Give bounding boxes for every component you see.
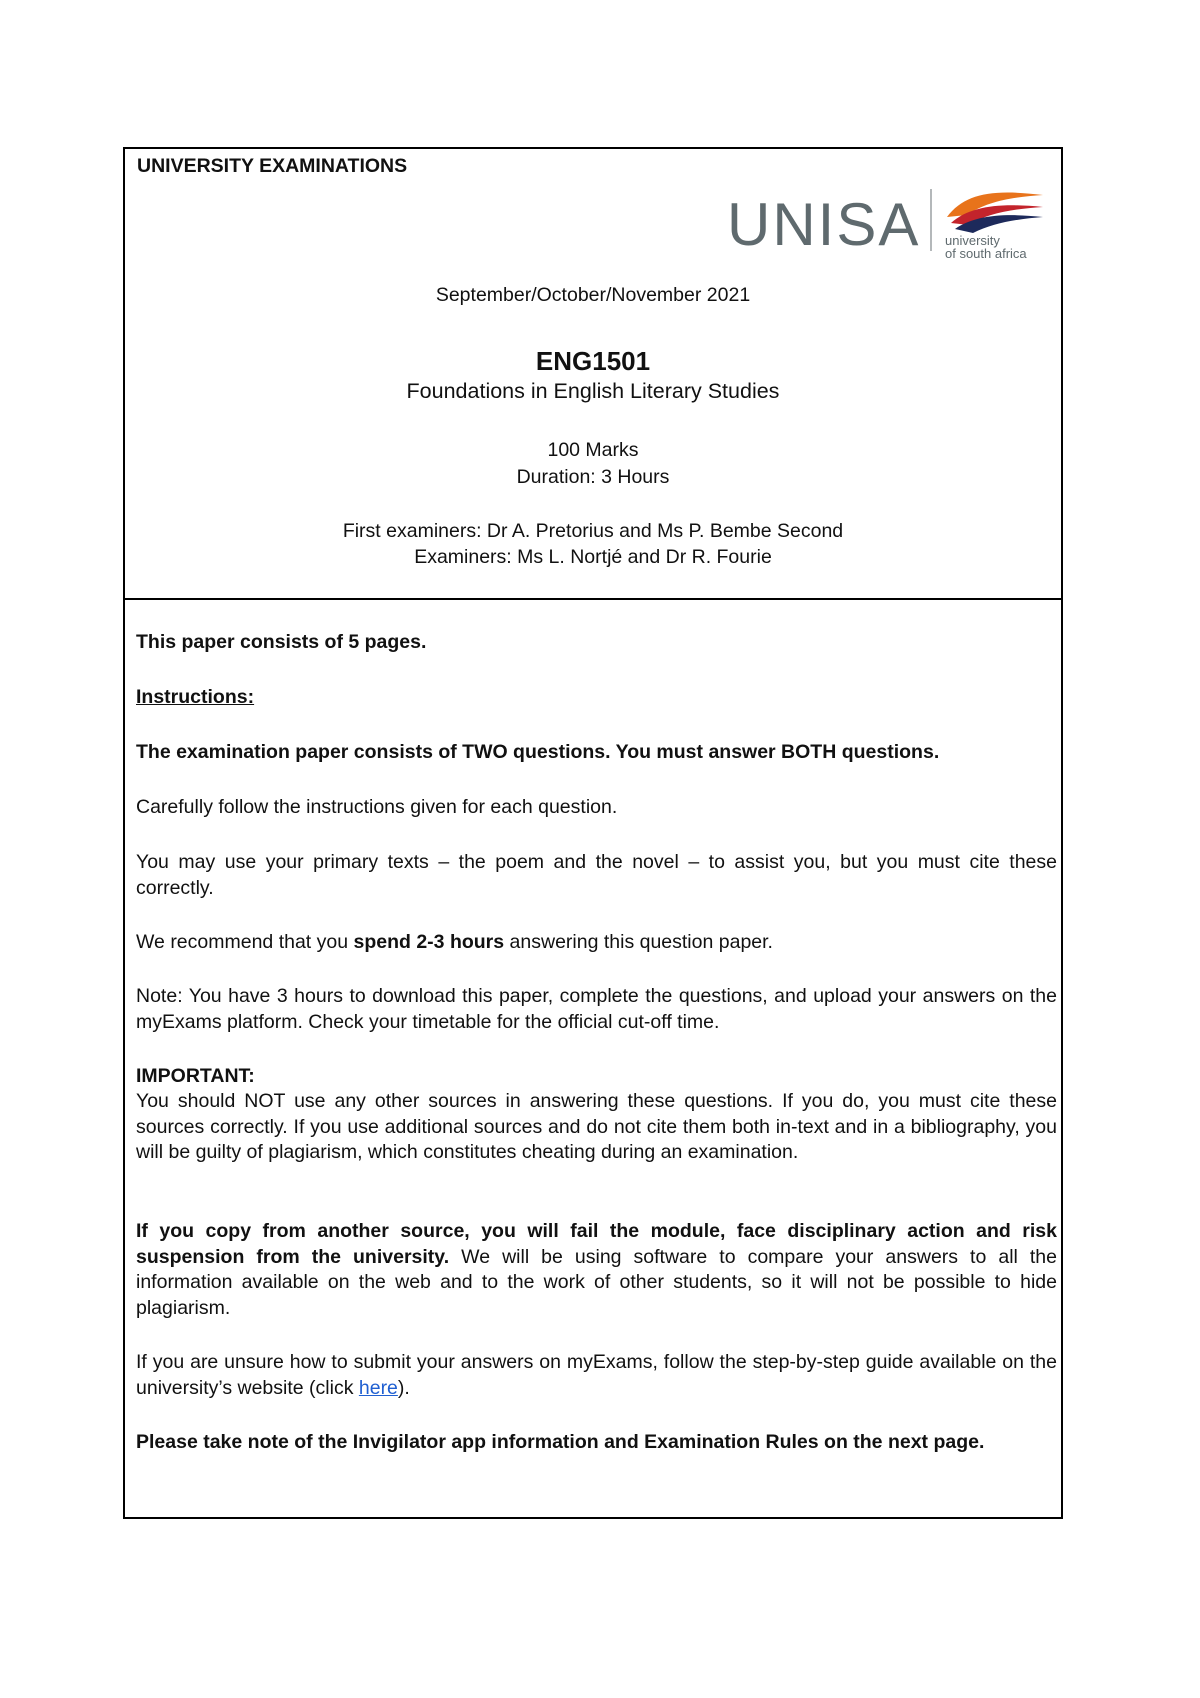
module-code: ENG1501 bbox=[535, 346, 651, 376]
recommend-pre: We recommend that you bbox=[136, 931, 354, 953]
logo-tagline-2: of south africa bbox=[945, 246, 1027, 259]
recommend-post: answering this question paper. bbox=[504, 931, 773, 953]
time-recommendation bbox=[136, 930, 1057, 956]
page-count: This paper consists of 5 pages. bbox=[136, 631, 427, 653]
download-note: Note: You have 3 hours to download this paper, complete the questions, and upload your answers on the myExams platform. Check your timetable for the official cut-off time. bbox=[136, 985, 1057, 1033]
exam-cover-frame bbox=[123, 147, 1063, 1519]
instructions-box bbox=[125, 600, 1061, 1517]
exam-session: September/October/November 2021 bbox=[435, 284, 751, 306]
examiners-line-2: Examiners: Ms L. Nortjé and Dr R. Fourie bbox=[414, 546, 772, 568]
unisa-logo bbox=[725, 179, 1055, 259]
submission-guide bbox=[136, 1350, 1057, 1401]
logo-wordmark: UNISA bbox=[727, 191, 921, 258]
cover-header-box bbox=[125, 149, 1061, 600]
plagiarism-rest: We will be using software to compare your answers to all the information available on the web and to the work of other students, so it will not be possible to hide plagiarism. bbox=[136, 1245, 1057, 1319]
plagiarism-warning bbox=[136, 1219, 1057, 1321]
plagiarism-bold: If you copy from another source, you will fail the module, face disciplinary action and risk suspension from the university. bbox=[136, 1220, 1057, 1268]
exam-marks: 100 Marks bbox=[547, 439, 639, 461]
exam-duration: Duration: 3 Hours bbox=[516, 466, 670, 488]
final-note: Please take note of the Invigilator app information and Examination Rules on the next page. bbox=[136, 1431, 985, 1453]
examiners-line-1: First examiners: Dr A. Pretorius and Ms P. Bembe Second bbox=[342, 520, 844, 542]
guide-post: ). bbox=[397, 1376, 410, 1399]
important-heading: IMPORTANT: bbox=[136, 1065, 255, 1087]
instructions-heading: Instructions: bbox=[136, 686, 255, 708]
primary-texts-instruction: You may use your primary texts – the poem and the novel – to assist you, but you must cite these correctly. bbox=[136, 851, 1057, 899]
guide-pre: If you are unsure how to submit your answers on myExams, follow the step-by-step guide available on the university’s website (click bbox=[136, 1351, 1057, 1399]
recommend-bold: spend 2-3 hours bbox=[353, 931, 505, 953]
important-text: You should NOT use any other sources in answering these questions. If you do, you must cite these sources correctly. If you use additional sources and do not cite them both in-text and in a bibliography, you will be guilty of plagiarism, which constitutes cheating during an examination. bbox=[136, 1090, 1057, 1163]
follow-instruction: Carefully follow the instructions given for each question. bbox=[136, 796, 618, 818]
guide-here-link[interactable]: here bbox=[358, 1376, 398, 1399]
module-name: Foundations in English Literary Studies bbox=[406, 379, 780, 403]
logo-tagline-1: university bbox=[945, 233, 1000, 248]
header-label: UNIVERSITY EXAMINATIONS bbox=[137, 155, 408, 177]
two-questions-instruction: The examination paper consists of TWO questions. You must answer BOTH questions. bbox=[136, 741, 940, 763]
